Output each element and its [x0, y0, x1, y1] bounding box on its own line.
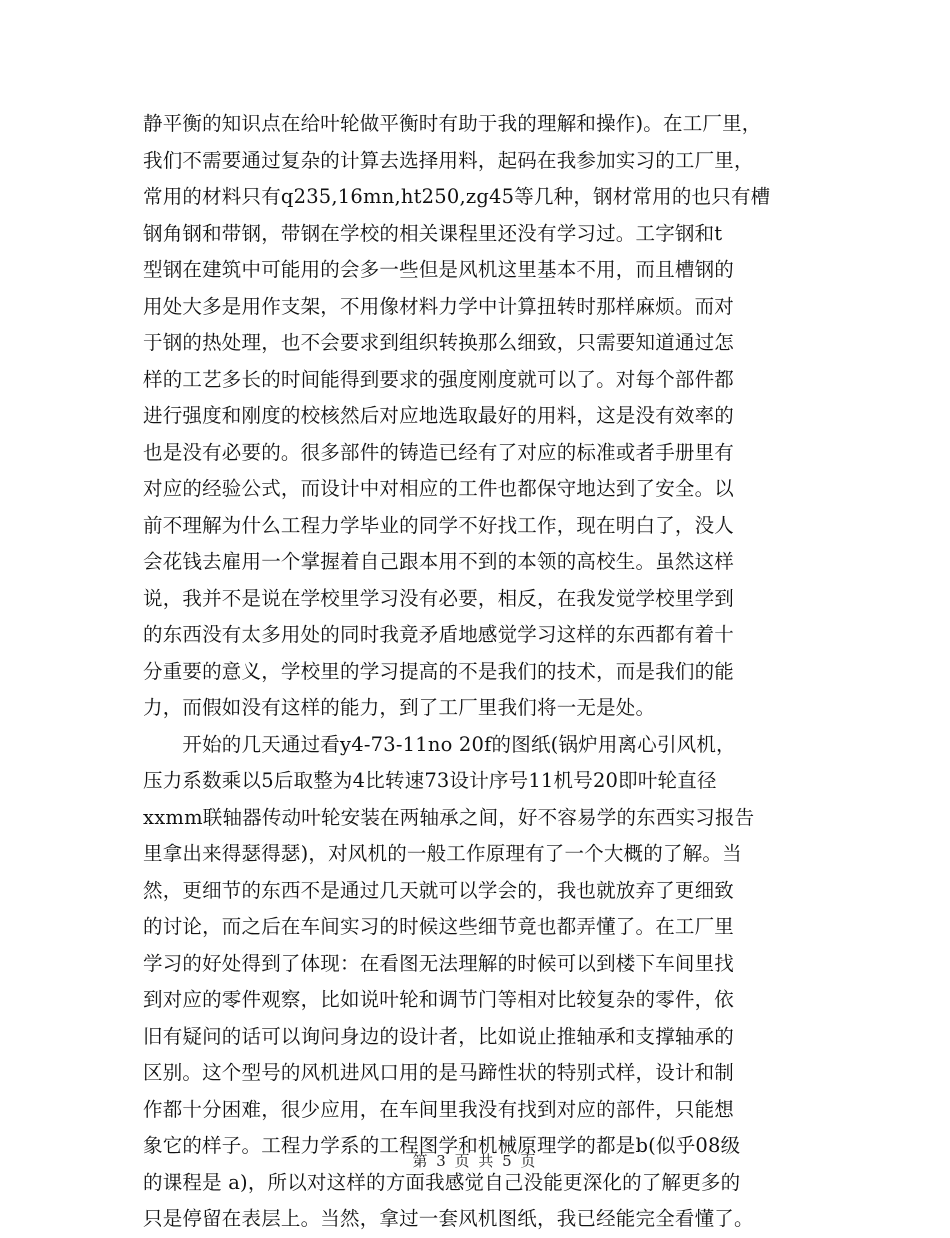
page-number-footer: 第 3 页 共 5 页 — [412, 1152, 538, 1170]
text-line: 只是停留在表层上。当然，拿过一套风机图纸，我已经能完全看懂了。 — [143, 1207, 754, 1230]
text-line: 区别。这个型号的风机进风口用的是马蹄性状的特别式样，设计和制 — [143, 1061, 735, 1084]
text-line: 会花钱去雇用一个掌握着自己跟本用不到的本领的高校生。虽然这样 — [143, 550, 735, 573]
text-line: 到对应的零件观察，比如说叶轮和调节门等相对比较复杂的零件，依 — [143, 988, 735, 1011]
text-line: 开始的几天通过看y4-73-11no 20f的图纸(锅炉用离心引风机， — [143, 732, 736, 756]
text-line: 力，而假如没有这样的能力，到了工厂里我们将一无是处。 — [143, 696, 656, 719]
text-line: 旧有疑问的话可以询问身边的设计者，比如说止推轴承和支撑轴承的 — [143, 1024, 735, 1048]
text-line: 说，我并不是说在学校里学习没有必要，相反，在我发觉学校里学到 — [143, 586, 735, 610]
text-line: 常用的材料只有q235,16mn,ht250,zg45等几种，钢材常用的也只有槽 — [143, 185, 771, 208]
text-line: 钢角钢和带钢，带钢在学校的相关课程里还没有学习过。工字钢和t — [143, 221, 723, 245]
text-line: 静平衡的知识点在给叶轮做平衡时有助于我的理解和操作)。在工厂里， — [143, 112, 762, 135]
paragraph-1 — [143, 106, 813, 727]
text-line: 然，更细节的东西不是通过几天就可以学会的，我也就放弃了更细致 — [143, 878, 735, 902]
text-line: 进行强度和刚度的校核然后对应地选取最好的用料，这是没有效率的 — [143, 404, 735, 427]
text-line: 学习的好处得到了体现：在看图无法理解的时候可以到楼下车间里找 — [143, 951, 735, 975]
text-line: 也是没有必要的。很多部件的铸造已经有了对应的标准或者手册里有 — [143, 440, 735, 464]
text-line: 象它的样子。工程力学系的工程图学和机械原理学的都是b(似乎08级 — [143, 1134, 741, 1157]
text-line: 我们不需要通过复杂的计算去选择用料，起码在我参加实习的工厂里， — [143, 148, 754, 172]
text-line: 分重要的意义，学校里的学习提高的不是我们的技术，而是我们的能 — [143, 659, 735, 683]
document-body — [143, 106, 813, 1238]
text-line: 里拿出来得瑟得瑟)，对风机的一般工作原理有了一个大概的了解。当 — [143, 842, 742, 865]
text-line: 样的工艺多长的时间能得到要求的强度刚度就可以了。对每个部件都 — [143, 367, 735, 391]
text-line: 对应的经验公式，而设计中对相应的工件也都保守地达到了安全。以 — [143, 477, 735, 500]
text-line: 的讨论，而之后在车间实习的时候这些细节竟也都弄懂了。在工厂里 — [143, 915, 735, 938]
text-line: 型钢在建筑中可能用的会多一些但是风机这里基本不用，而且槽钢的 — [143, 258, 735, 281]
text-line: 的课程是 a)，所以对这样的方面我感觉自己没能更深化的了解更多的 — [143, 1170, 741, 1194]
text-line: 前不理解为什么工程力学毕业的同学不好找工作，现在明白了，没人 — [143, 513, 735, 537]
text-line: 的东西没有太多用处的同时我竟矛盾地感觉学习这样的东西都有着十 — [143, 623, 735, 646]
text-line: xxmm联轴器传动叶轮安装在两轴承之间，好不容易学的东西实习报告 — [143, 805, 755, 829]
text-line: 压力系数乘以5后取整为4比转速73设计序号11机号20即叶轮直径 — [143, 769, 717, 792]
text-line: 作都十分困难，很少应用，在车间里我没有找到对应的部件，只能想 — [143, 1097, 735, 1121]
text-line: 于钢的热处理，也不会要求到组织转换那么细致，只需要知道通过怎 — [143, 331, 735, 354]
text-line: 用处大多是用作支架，不用像材料力学中计算扭转时那样麻烦。而对 — [143, 294, 735, 318]
